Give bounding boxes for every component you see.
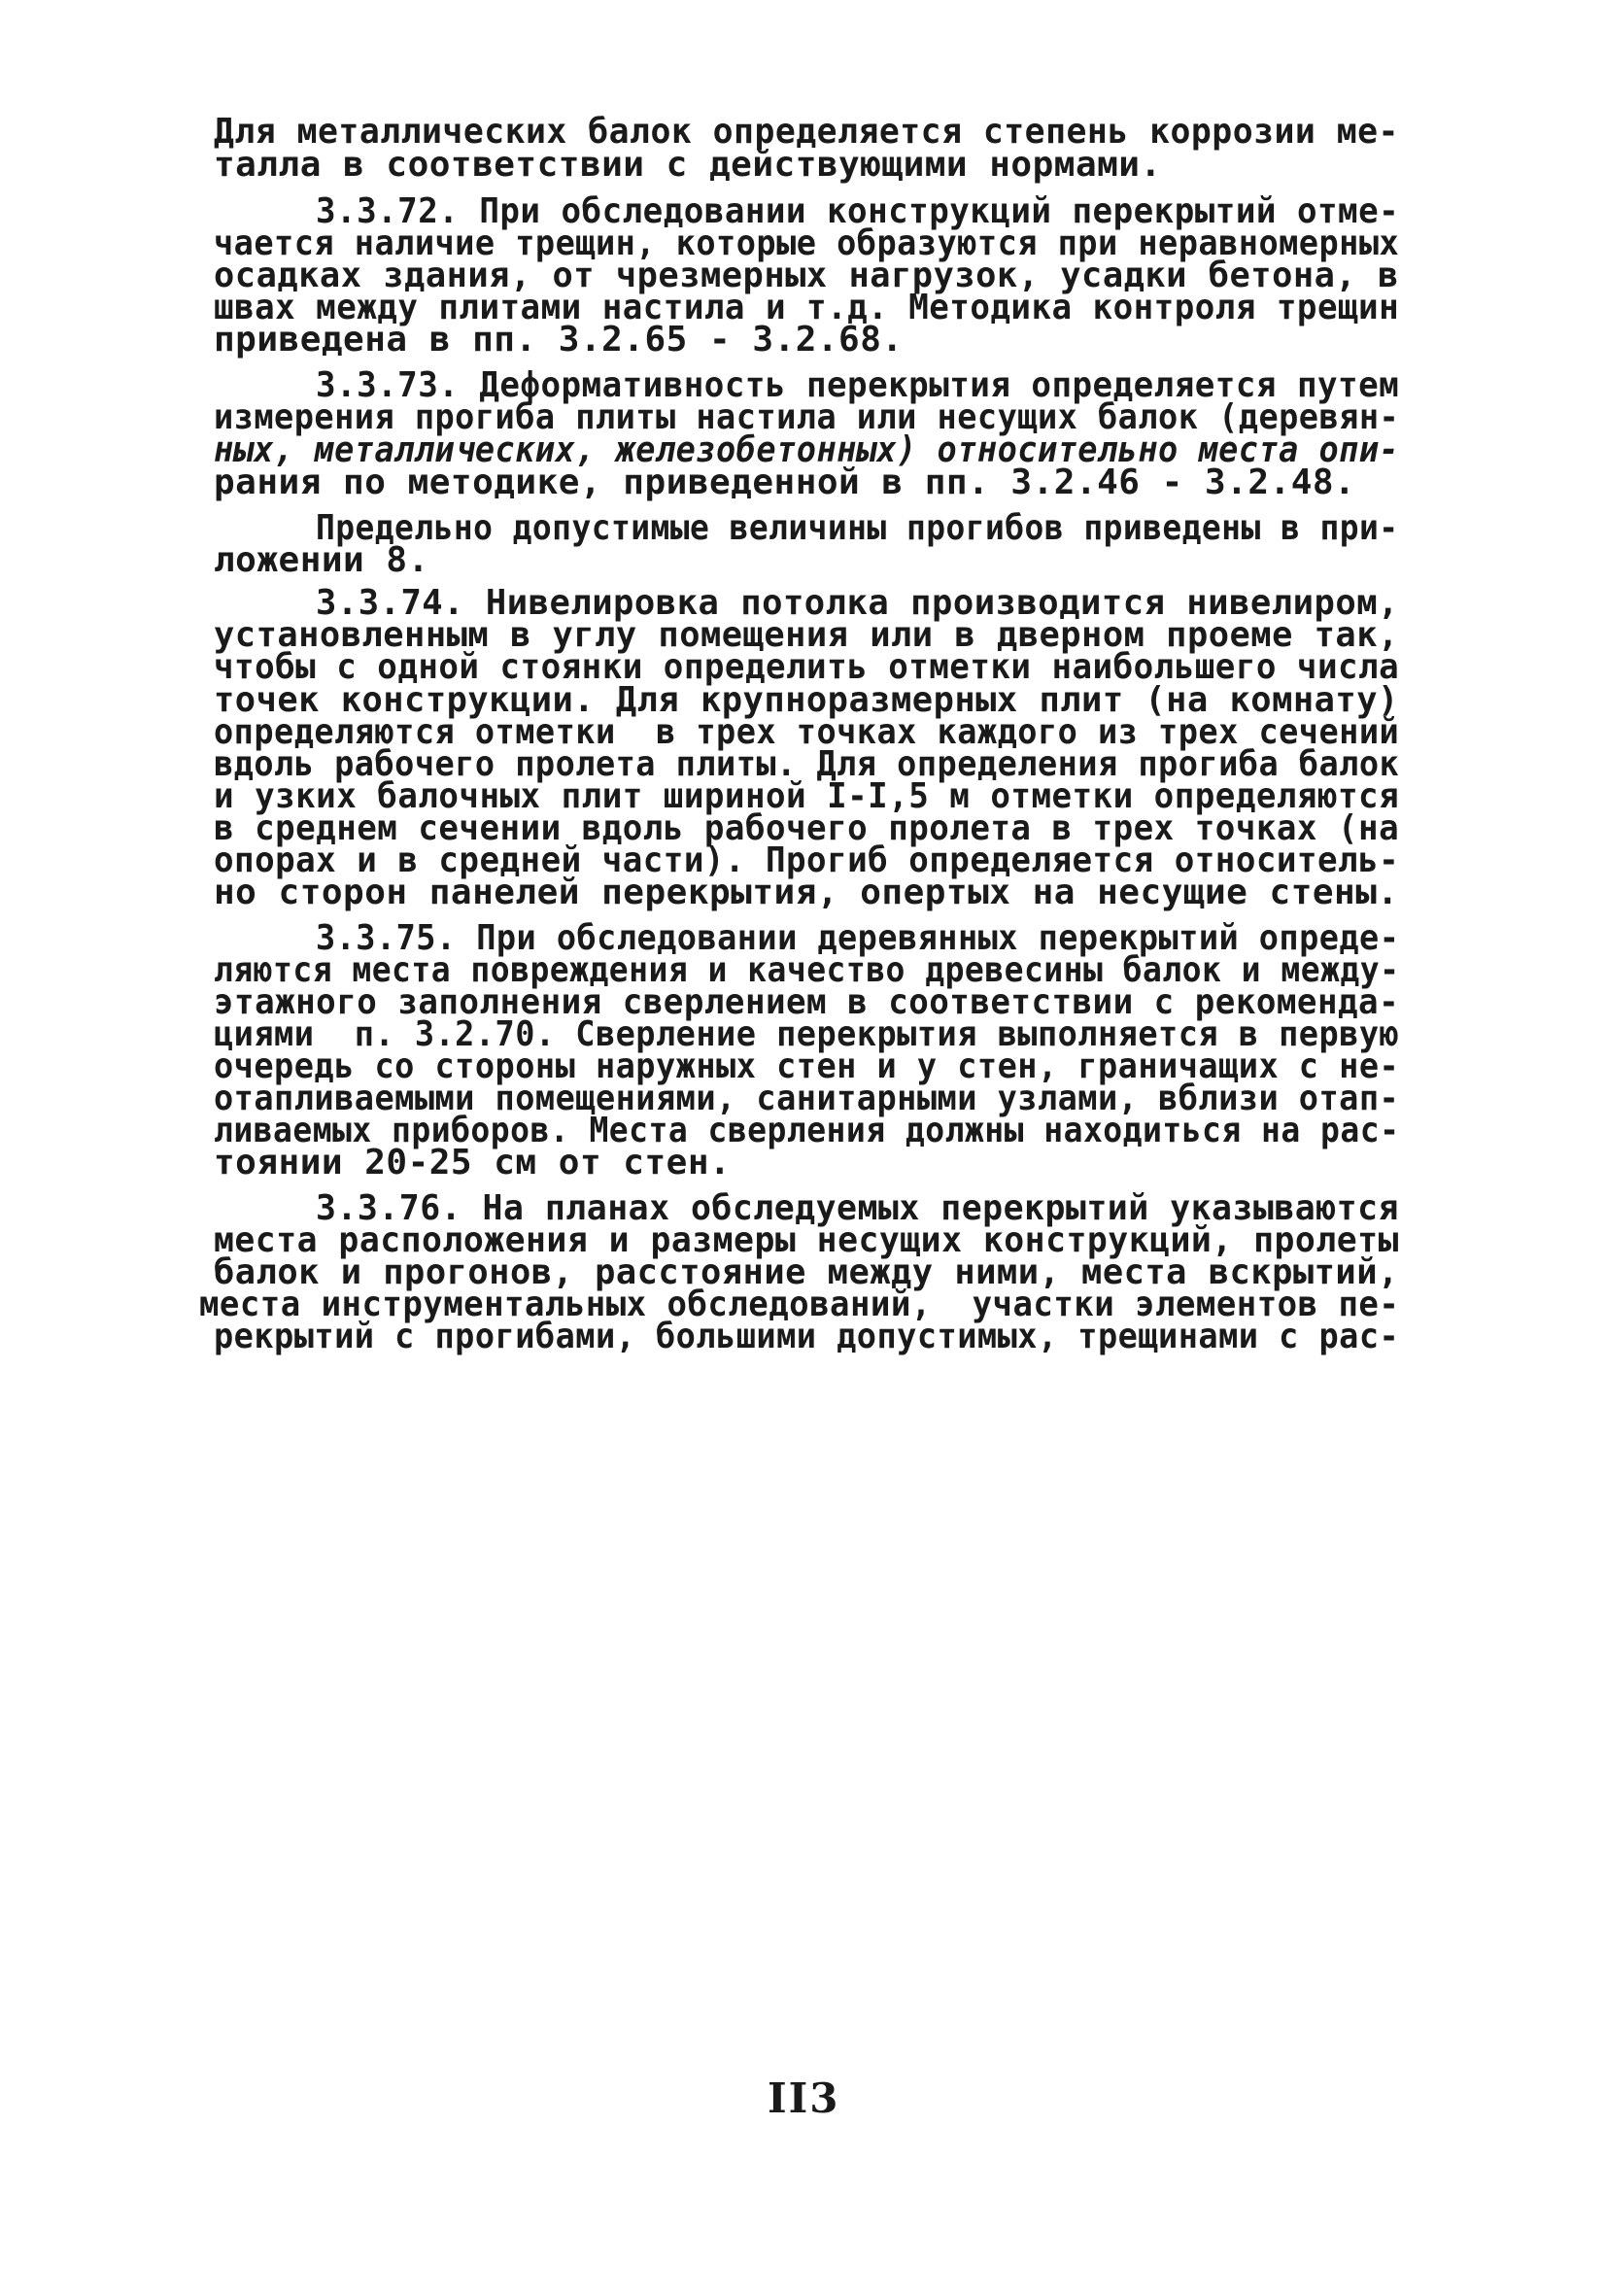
page-number: II3 (768, 2074, 840, 2122)
text-line: балок и прогонов, расстояние между ними, места вскрытий, (214, 1252, 1399, 1292)
text-line: ляются места повреждения и качество древесины балок и между- (214, 950, 1400, 990)
text-line: ложении 8. (214, 540, 429, 580)
text-line: тоянии 20-25 см от стен. (214, 1143, 732, 1182)
text-line: точек конструкции. Для крупноразмерных плит (на комнату) (214, 680, 1399, 720)
text-line: осадках здания, от чрезмерных нагрузок, усадки бетона, в (214, 256, 1399, 295)
text-line: 3.3.76. На планах обследуемых перекрытий указываются (316, 1188, 1399, 1228)
text-line: ных, металлических, железобетонных) относительно места опи- (214, 430, 1400, 470)
text-line: 3.3.72. При обследовании конструкций перекрытий отме- (316, 191, 1400, 231)
text-line: вдоль рабочего пролета плиты. Для определения прогиба балок (214, 744, 1400, 784)
text-line: установленным в углу помещения или в дверном проеме так, (214, 615, 1399, 655)
text-line: ливаемых приборов. Места сверления должны находиться на рас- (214, 1111, 1400, 1150)
text-line: в среднем сечении вдоль рабочего пролета в трех точках (на (214, 808, 1400, 848)
text-line: талла в соответствии с действующими нормами. (214, 145, 1162, 185)
text-line: но сторон панелей перекрытия, опертых на несущие стены. (214, 873, 1399, 912)
text-line: 3.3.73. Деформативность перекрытия определяется путем (316, 365, 1400, 405)
text-line: отапливаемыми помещениями, санитарными узлами, вблизи отап- (214, 1079, 1400, 1118)
text-line: 3.3.75. При обследовании деревянных перекрытий опреде- (316, 918, 1400, 958)
text-line: опорах и в средней части). Прогиб определяется относитель- (214, 840, 1400, 880)
text-line: определяются отметки в трех точках каждого из трех сечений (214, 712, 1400, 752)
text-line: Для металлических балок определяется степень коррозии ме- (214, 112, 1399, 152)
text-line: очередь со стороны наружных стен и у стен, граничащих с не- (214, 1046, 1400, 1086)
text-line: рекрытий с прогибами, большими допустимых, трещинами с рас- (214, 1317, 1400, 1356)
text-line: измерения прогиба плиты настила или несущих балок (деревян- (214, 397, 1400, 437)
text-line: Предельно допустимые величины прогибов приведены в при- (316, 508, 1399, 548)
text-line: этажного заполнения сверлением в соответствии с рекоменда- (214, 982, 1400, 1022)
text-line: чтобы с одной стоянки определить отметки наибольшего числа (214, 647, 1400, 687)
text-line: приведена в пп. 3.2.65 - 3.2.68. (214, 320, 904, 360)
text-line: чается наличие трещин, которые образуются при неравномерных (214, 223, 1400, 263)
text-line: места расположения и размеры несущих конструкций, пролеты (214, 1220, 1399, 1260)
text-line: циями п. 3.2.70. Сверление перекрытия выполняется в первую (214, 1014, 1400, 1054)
text-line: 3.3.74. Нивелировка потолка производится нивелиром, (316, 583, 1399, 623)
text-line: швах между плитами настила и т.д. Методика контроля трещин (214, 288, 1400, 327)
text-line: рания по методике, приведенной в пп. 3.2.46 - 3.2.48. (214, 463, 1356, 502)
text-line: и узких балочных плит шириной I-I,5 м отметки определяются (214, 776, 1400, 816)
text-line: места инструментальных обследований, участки элементов пе- (199, 1285, 1400, 1324)
